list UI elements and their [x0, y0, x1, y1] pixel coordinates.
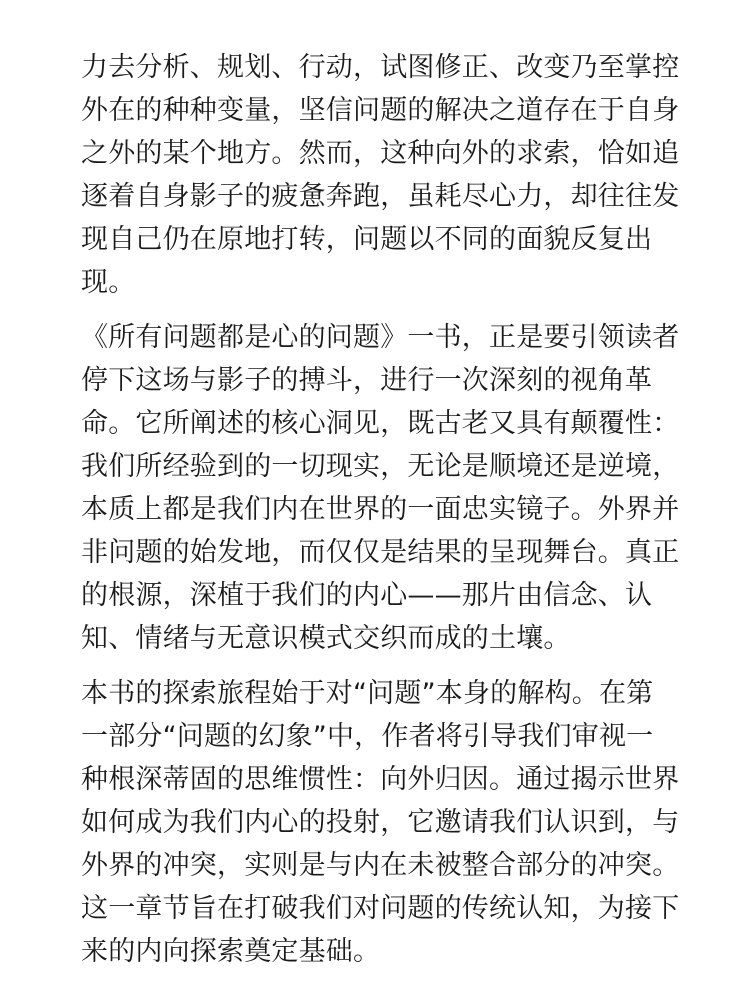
text-line: 《所有问题都是心的问题》一书，正是要引领读者: [81, 322, 680, 353]
text-line: 本质上都是我们内在世界的一面忠实镜子。外界并: [81, 494, 680, 525]
text-line: 如何成为我们内心的投射，它邀请我们认识到，与: [81, 807, 680, 838]
text-line: 逐着自身影子的疲惫奔跑，虽耗尽心力，却往往发: [81, 181, 680, 212]
text-line: 非问题的始发地，而仅仅是结果的呈现舞台。真正: [81, 537, 680, 568]
paragraph-1: [81, 46, 681, 304]
text-line: 力去分析、规划、行动，试图修正、改变乃至掌控: [81, 52, 680, 83]
document-page: [81, 46, 681, 985]
text-line: 知、情绪与无意识模式交织而成的土壤。: [81, 623, 571, 654]
text-line: 之外的某个地方。然而，这种向外的求索，恰如追: [81, 138, 680, 169]
paragraph-2: [81, 316, 681, 660]
text-line: 来的内向探索奠定基础。: [81, 936, 381, 967]
text-line: 现。: [81, 267, 136, 298]
text-line: 这一章节旨在打破我们对问题的传统认知，为接下: [81, 893, 680, 924]
text-line: 停下这场与影子的搏斗，进行一次深刻的视角革: [81, 365, 653, 396]
text-line: 外在的种种变量，坚信问题的解决之道存在于自身: [81, 95, 680, 126]
paragraph-3: [81, 672, 681, 973]
text-line: 种根深蒂固的思维惯性：向外归因。通过揭示世界: [81, 764, 680, 795]
text-line: 的根源，深植于我们的内心——那片由信念、认: [81, 580, 653, 611]
text-line: 现自己仍在原地打转，问题以不同的面貌反复出: [81, 224, 653, 255]
text-line: 外界的冲突，实则是与内在未被整合部分的冲突。: [81, 850, 680, 881]
text-line: 一部分“问题的幻象”中，作者将引导我们审视一: [81, 721, 654, 752]
text-line: 本书的探索旅程始于对“问题”本身的解构。在第: [81, 678, 654, 709]
text-line: 我们所经验到的一切现实，无论是顺境还是逆境，: [81, 451, 680, 482]
text-line: 命。它所阐述的核心洞见，既古老又具有颠覆性：: [81, 408, 680, 439]
